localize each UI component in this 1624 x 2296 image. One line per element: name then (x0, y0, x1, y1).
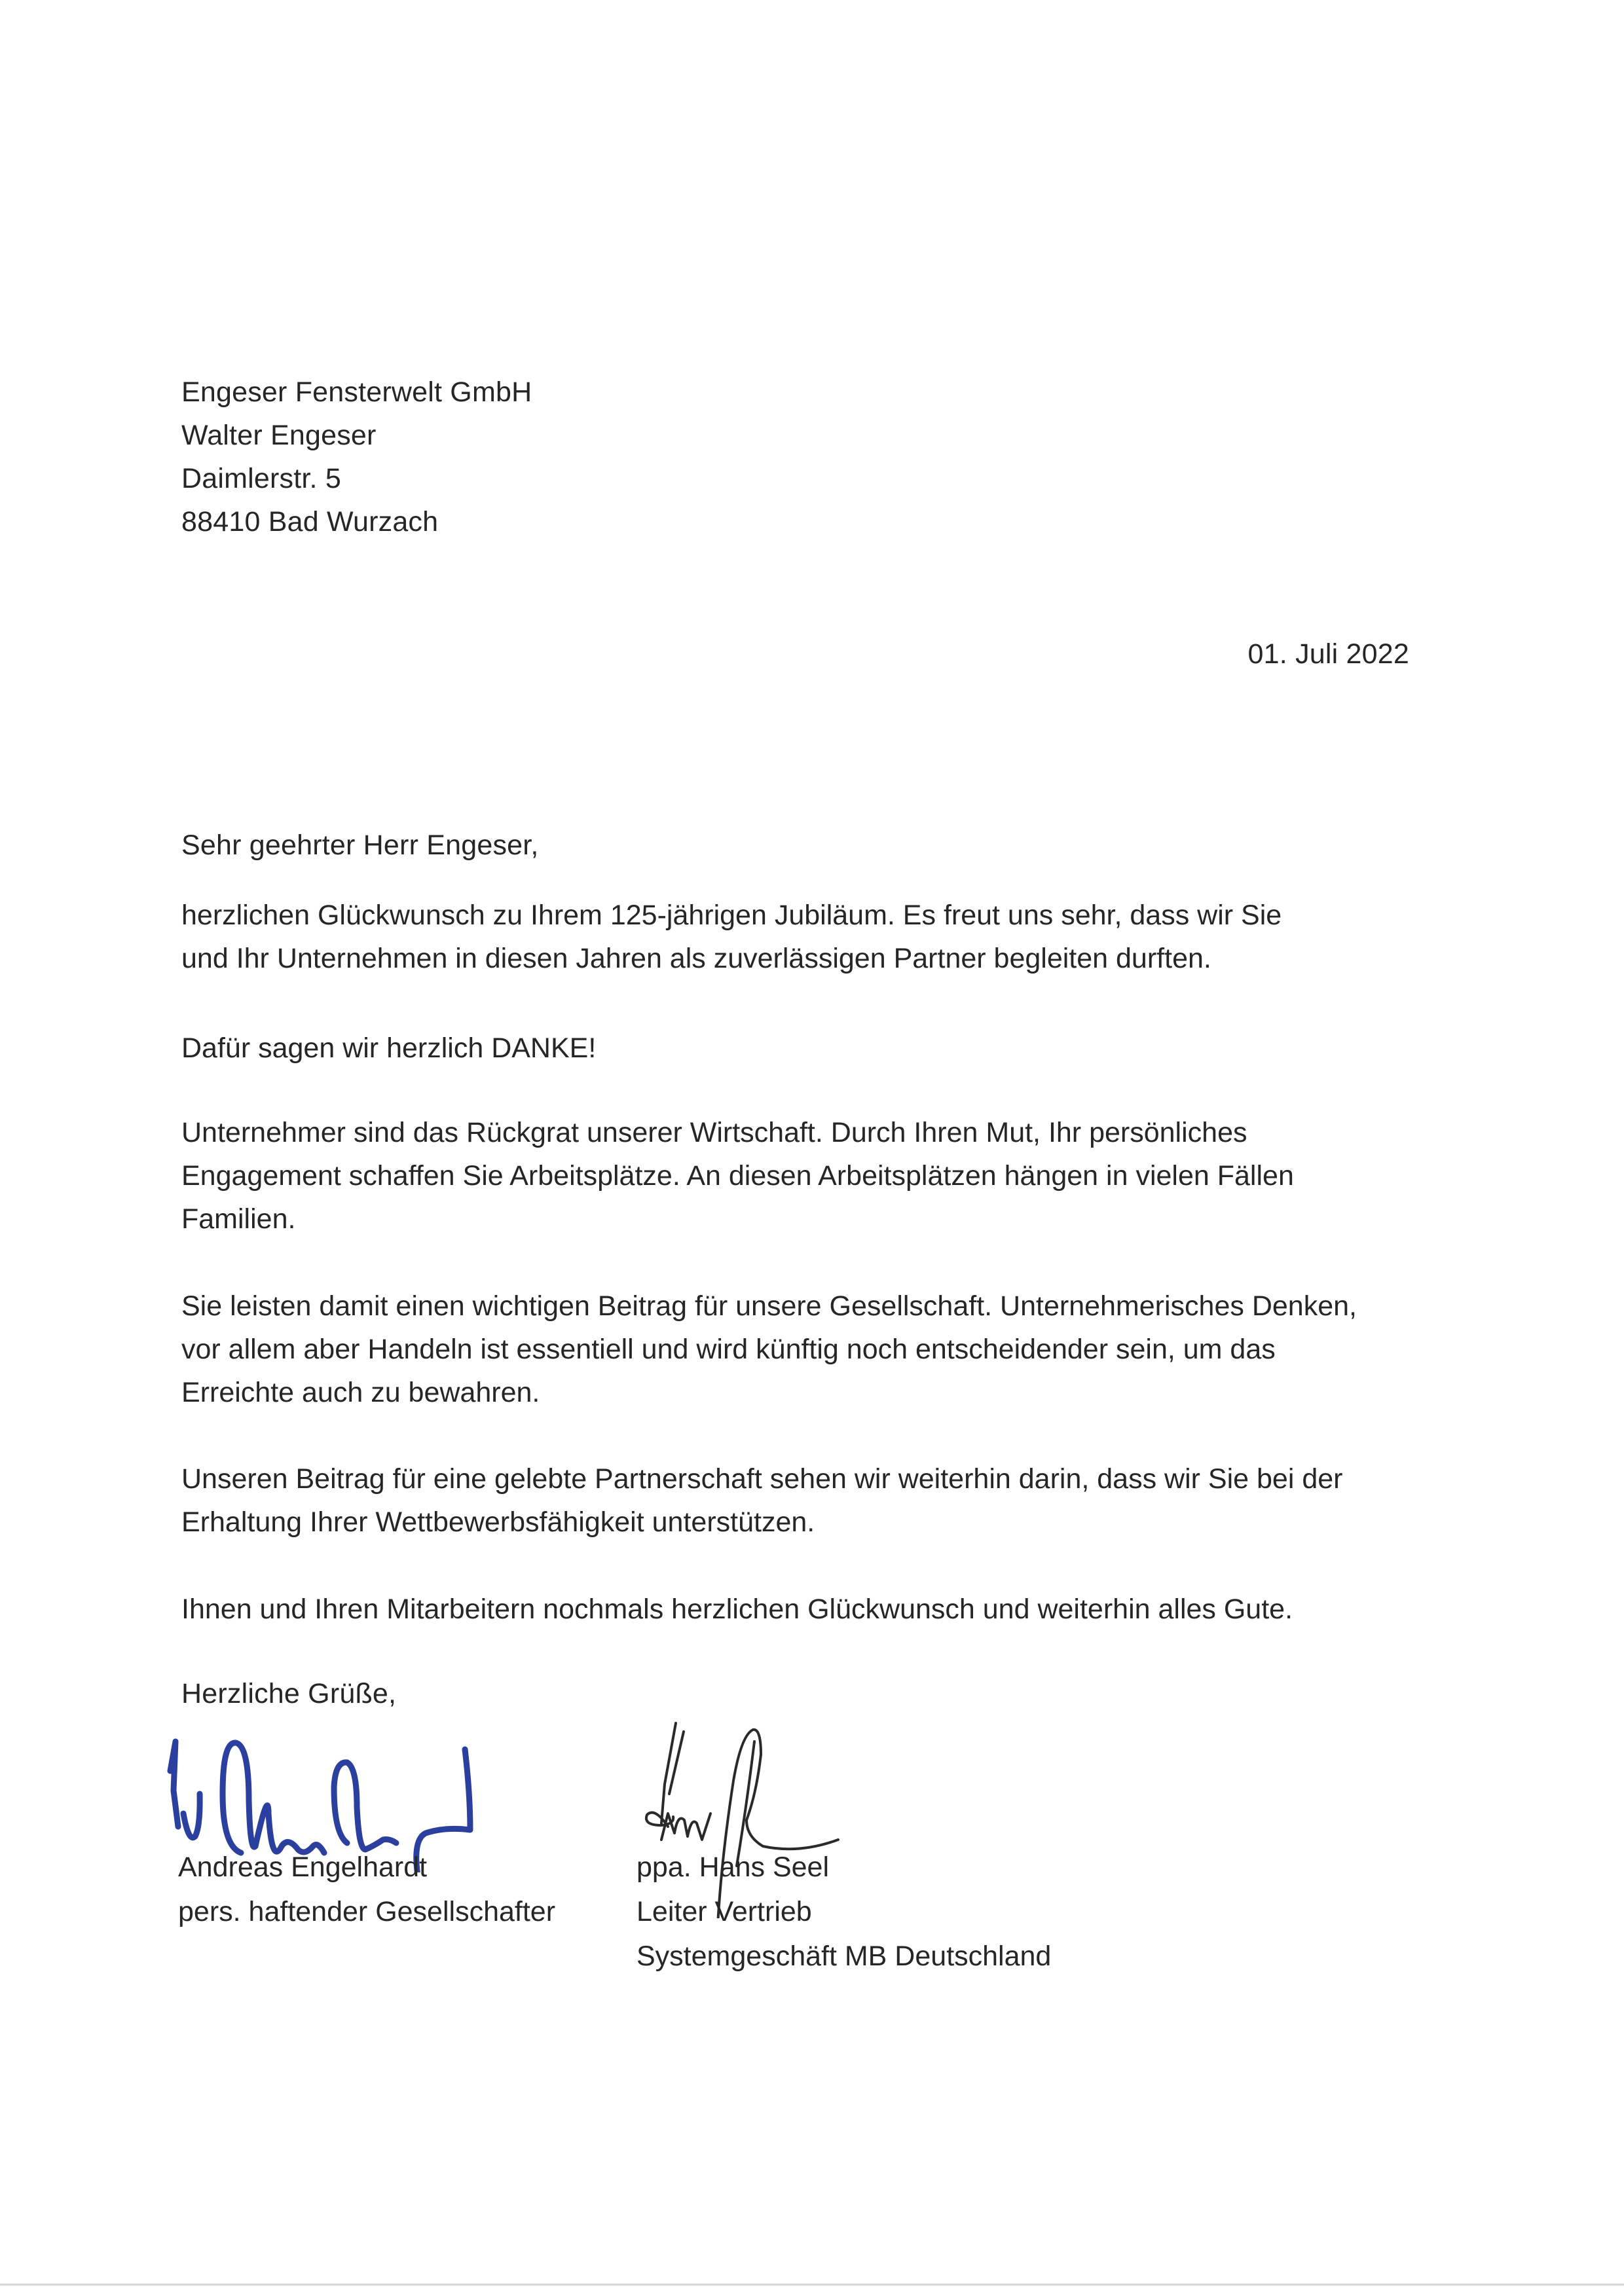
body-paragraph (181, 1027, 596, 1070)
signatory-department: Systemgeschäft MB Deutschland (637, 1941, 1052, 1972)
recipient-city: 88410 Bad Wurzach (181, 506, 439, 538)
signatory-name: Andreas Engelhardt (178, 1851, 428, 1883)
recipient-company: Engeser Fensterwelt GmbH (181, 376, 532, 408)
signatory-title: pers. haftender Gesellschafter (178, 1896, 556, 1927)
paragraph-line: Unternehmer sind das Rückgrat unserer Wirtschaft. Durch Ihren Mut, Ihr persönliches (181, 1117, 1247, 1148)
body-paragraph (181, 1457, 1342, 1544)
paragraph-line: Ihnen und Ihren Mitarbeitern nochmals herzlichen Glückwunsch und weiterhin alles Gute. (181, 1594, 1293, 1625)
body-paragraph (181, 1588, 1293, 1631)
body-paragraph (181, 1111, 1294, 1241)
paragraph-line: vor allem aber Handeln ist essentiell und wird künftig noch entscheidender sein, um das (181, 1334, 1276, 1365)
letter-date: 01. Juli 2022 (1247, 638, 1409, 670)
paragraph-line: Erhaltung Ihrer Wettbewerbsfähigkeit unterstützen. (181, 1506, 815, 1538)
closing: Herzliche Grüße, (181, 1678, 397, 1709)
body-paragraph (181, 894, 1282, 980)
salutation: Sehr geehrter Herr Engeser, (181, 829, 539, 861)
paragraph-line: Unseren Beitrag für eine gelebte Partnerschaft sehen wir weiterhin darin, dass wir Sie bei der (181, 1463, 1343, 1495)
signatory-name: ppa. Hans Seel (637, 1851, 830, 1883)
signatory-title: Leiter Vertrieb (637, 1896, 812, 1927)
paragraph-line: und Ihr Unternehmen in diesen Jahren als zuverlässigen Partner begleiten durften. (181, 943, 1211, 974)
recipient-street: Daimlerstr. 5 (181, 463, 341, 494)
scan-edge-divider (0, 2284, 1624, 2286)
paragraph-line: herzlichen Glückwunsch zu Ihrem 125-jährigen Jubiläum. Es freut uns sehr, dass wir Sie (181, 900, 1282, 931)
signatory-block-left (178, 1845, 555, 1934)
paragraph-line: Erreichte auch zu bewahren. (181, 1377, 540, 1408)
recipient-person: Walter Engeser (181, 420, 377, 451)
signatory-block-right (637, 1845, 1051, 1978)
paragraph-line: Familien. (181, 1203, 296, 1235)
paragraph-line: Engagement schaffen Sie Arbeitsplätze. An diesen Arbeitsplätzen hängen in vielen Fällen (181, 1160, 1294, 1192)
paragraph-line: Sie leisten damit einen wichtigen Beitrag für unsere Gesellschaft. Unternehmerisches Denken, (181, 1290, 1357, 1322)
paragraph-line: Dafür sagen wir herzlich DANKE! (181, 1032, 597, 1064)
recipient-address (181, 371, 532, 543)
body-paragraph (181, 1285, 1357, 1414)
